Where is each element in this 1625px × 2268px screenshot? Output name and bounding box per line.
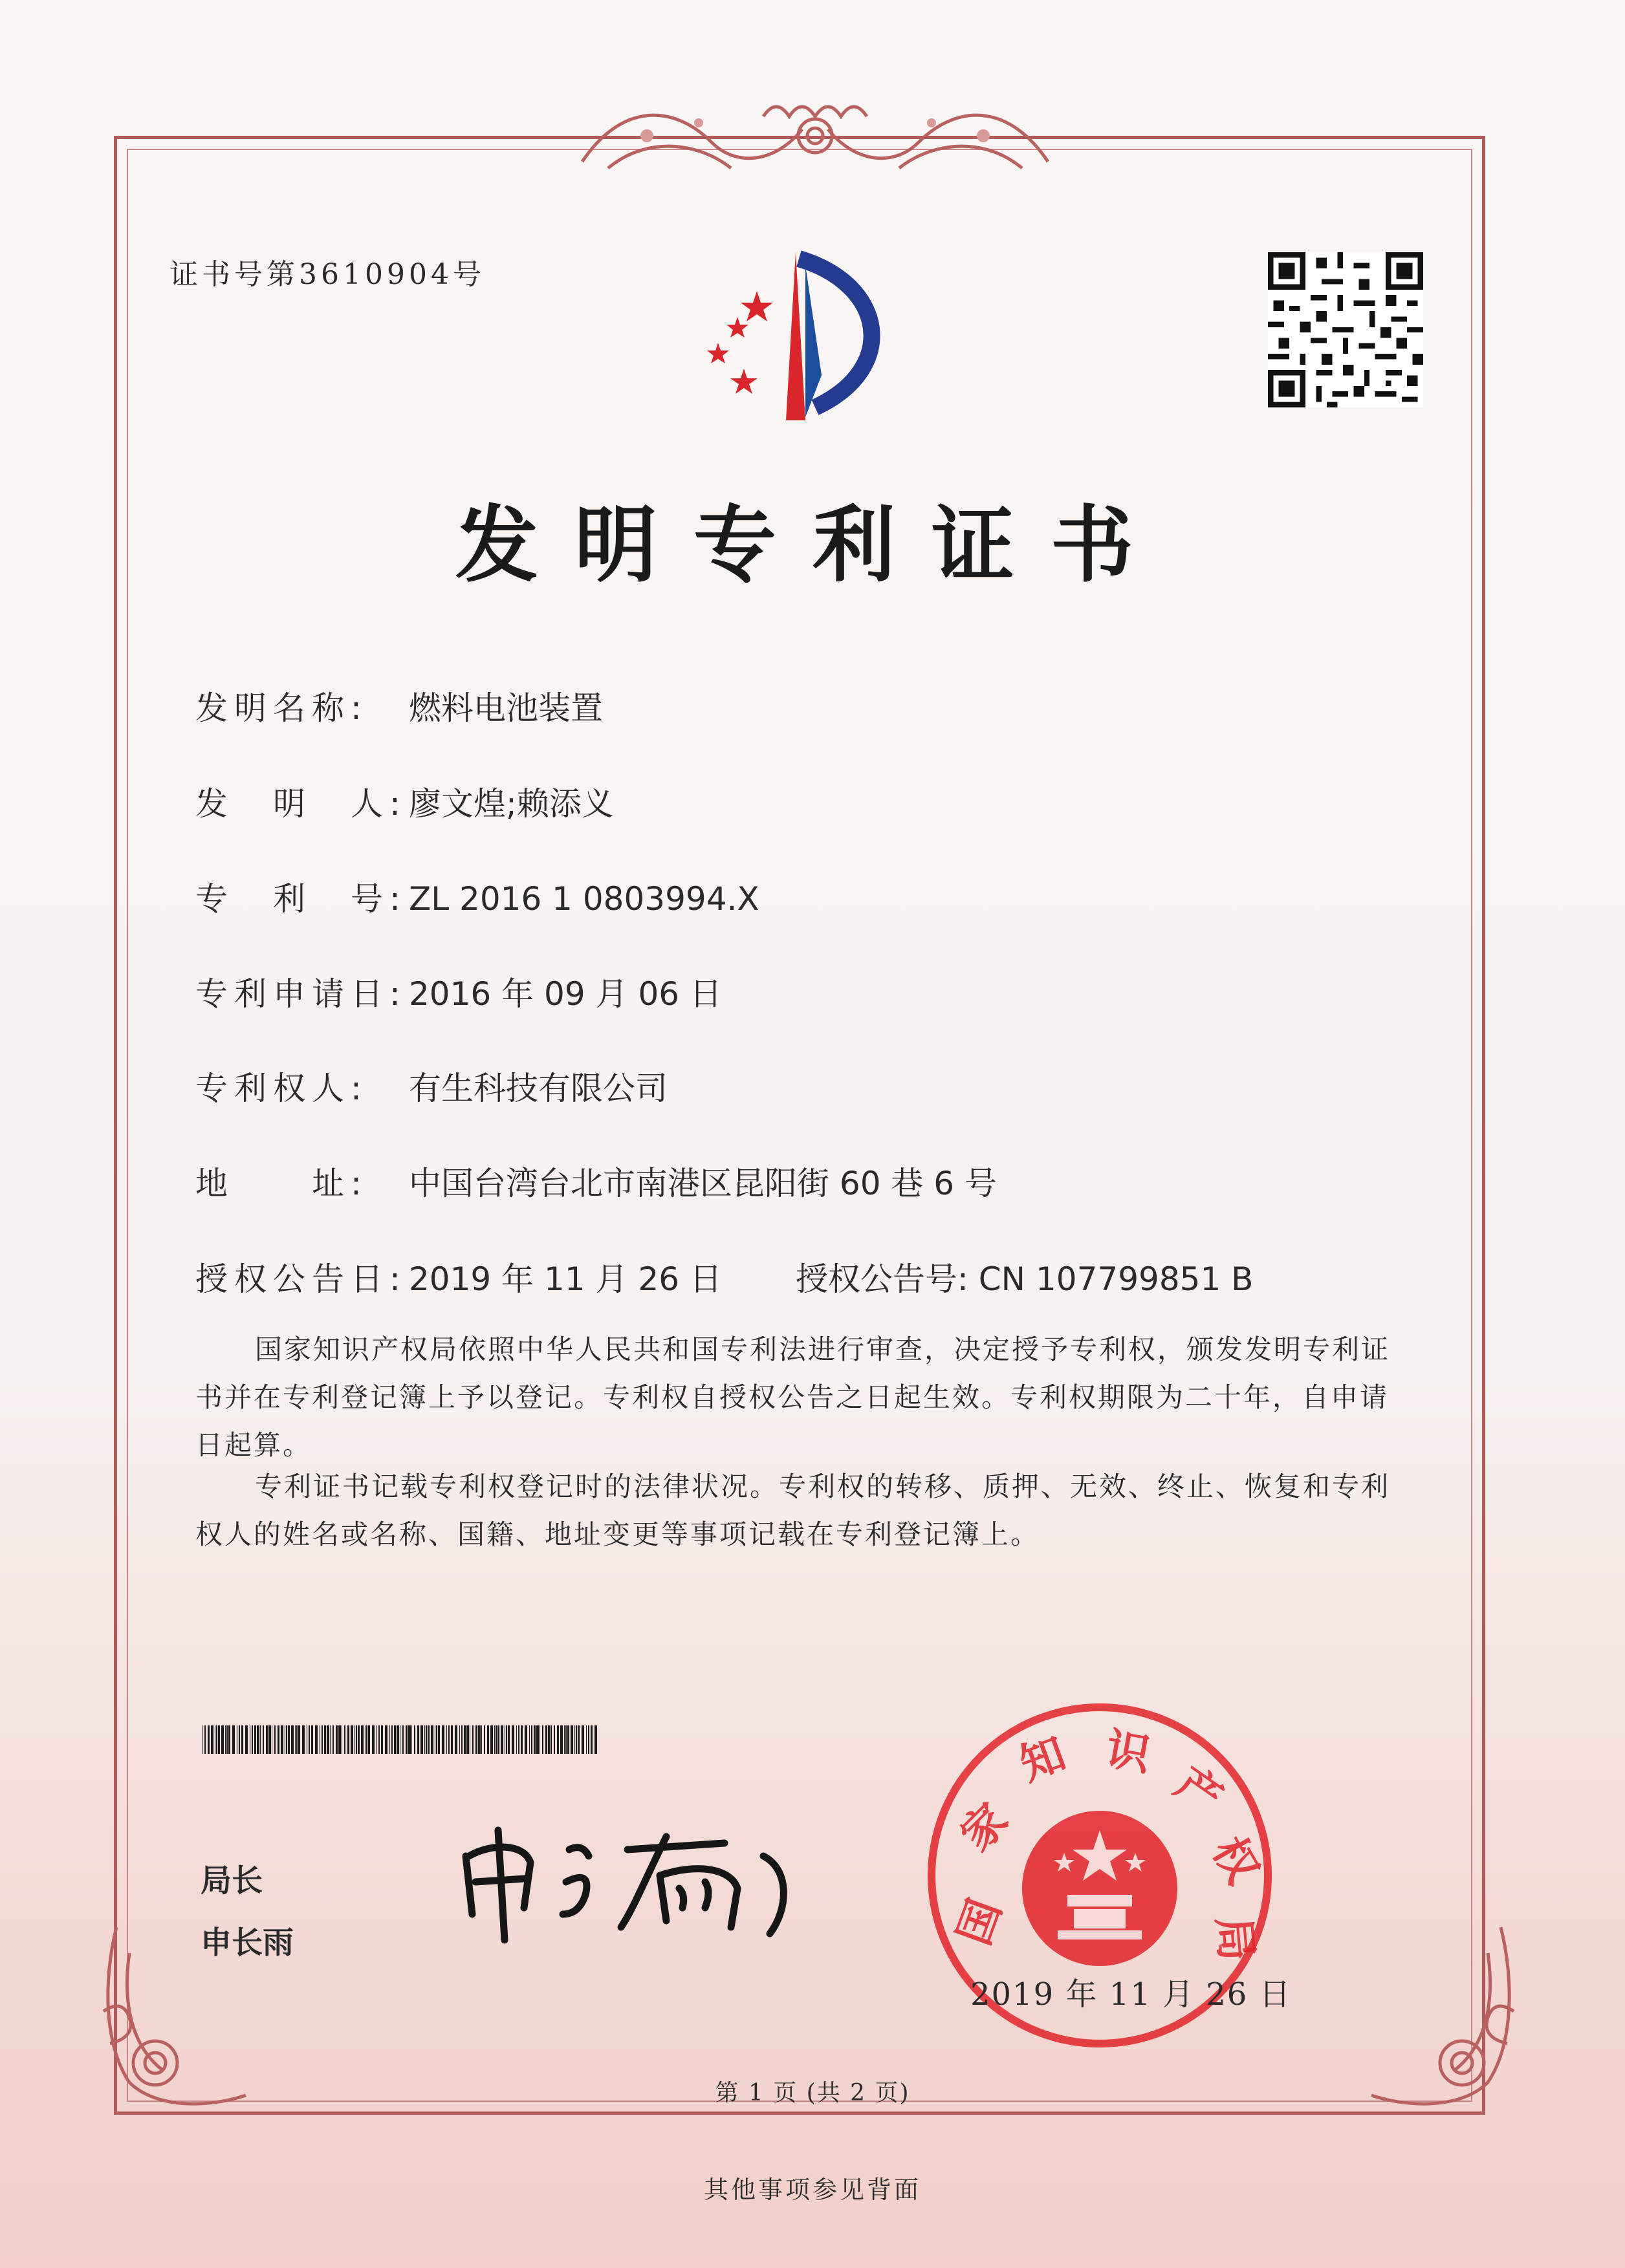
- barcode-bar: [239, 1725, 240, 1754]
- barcode-bar: [414, 1725, 415, 1754]
- barcode-bar: [436, 1725, 437, 1754]
- barcode-bar: [257, 1725, 259, 1754]
- barcode-bar: [260, 1725, 261, 1754]
- barcode-bar: [518, 1725, 519, 1754]
- barcode-bar: [281, 1725, 283, 1754]
- barcode-bar: [521, 1725, 523, 1754]
- barcode-bar: [487, 1725, 489, 1754]
- barcode-bar: [391, 1725, 393, 1754]
- barcode-bar: [372, 1725, 375, 1754]
- document-title: 发明专利证书: [455, 497, 1170, 594]
- barcode-bar: [254, 1725, 256, 1754]
- barcode-bar: [221, 1725, 224, 1754]
- barcode-bar: [344, 1725, 345, 1754]
- barcode-bar: [376, 1725, 377, 1754]
- barcode-bar: [481, 1725, 482, 1754]
- barcode-bar: [455, 1725, 457, 1754]
- barcode-bar: [291, 1725, 294, 1754]
- page-number: 第 1 页 (共 2 页): [715, 2080, 910, 2106]
- barcode-bar: [591, 1725, 593, 1754]
- barcode-bar: [211, 1725, 213, 1754]
- svg-text:国: 国: [948, 1892, 1012, 1952]
- application-date-row: [195, 968, 722, 1015]
- barcode-bar: [263, 1725, 264, 1754]
- barcode-bar: [475, 1725, 477, 1754]
- statement-paragraph-1: 国家知识产权局依照中华人民共和国专利法进行审查，决定授予专利权，颁发发明专利证书并在专利登记簿上予以登记。专利权自授权公告之日起生效。专利权期限为二十年，自申请日起算。: [195, 1334, 1391, 1461]
- barcode-bar: [298, 1725, 300, 1754]
- barcode-bar: [216, 1725, 217, 1754]
- barcode-bar: [411, 1725, 412, 1754]
- application-date-label: 专利申请日:: [195, 975, 407, 1013]
- grant-date-row: [195, 1253, 722, 1300]
- barcode-bar: [232, 1725, 235, 1754]
- barcode-bar: [389, 1725, 390, 1754]
- barcode-bar: [417, 1725, 419, 1754]
- patent-number-label: 专 利 号:: [195, 880, 407, 918]
- barcode-bar: [311, 1725, 313, 1754]
- announcement-number-row: [796, 1253, 1253, 1300]
- barcode-bar: [333, 1725, 334, 1754]
- barcode-bar: [406, 1725, 408, 1754]
- statement-paragraph-2: 专利证书记载专利权登记时的法律状况。专利权的转移、质押、无效、终止、恢复和专利权人的姓名或名称、国籍、地址变更等事项记载在专利登记簿上。: [195, 1471, 1391, 1550]
- barcode-bar: [408, 1725, 411, 1754]
- barcode-bar: [582, 1725, 584, 1754]
- director-title: 局长: [201, 1863, 263, 1899]
- barcode-bar: [245, 1725, 248, 1754]
- patentee-value: 有生科技有限公司: [409, 1070, 668, 1107]
- barcode-bar: [529, 1725, 530, 1754]
- announcement-number-value: CN 107799851 B: [978, 1260, 1254, 1298]
- barcode-bar: [508, 1725, 510, 1754]
- barcode-bar: [494, 1725, 495, 1754]
- barcode-bar: [551, 1725, 552, 1754]
- barcode-bar: [420, 1725, 423, 1754]
- barcode-bar: [218, 1725, 220, 1754]
- director-name: 申长雨: [201, 1925, 294, 1961]
- barcode-bar: [428, 1725, 430, 1754]
- barcode-bar: [324, 1725, 326, 1754]
- barcode-bar: [241, 1725, 243, 1754]
- barcode-bar: [542, 1725, 543, 1754]
- barcode-bar: [266, 1725, 268, 1754]
- barcode-bar: [424, 1725, 425, 1754]
- barcode-bar: [295, 1725, 296, 1754]
- barcode-bar: [385, 1725, 387, 1754]
- grant-date-value: 2019 年 11 月 26 日: [409, 1260, 722, 1298]
- barcode-bar: [268, 1725, 271, 1754]
- director-signature: [453, 1817, 802, 1947]
- barcode-bar: [557, 1725, 559, 1754]
- barcode-bar: [438, 1725, 440, 1754]
- barcode-bar: [588, 1725, 589, 1754]
- inventor-label: 发 明 人:: [195, 785, 407, 823]
- barcode-bar: [402, 1725, 404, 1754]
- barcode-bar: [394, 1725, 396, 1754]
- barcode-bar: [531, 1725, 532, 1754]
- barcode-bar: [536, 1725, 539, 1754]
- address-row: [195, 1158, 997, 1204]
- barcode-bar: [576, 1725, 577, 1754]
- barcode-bar: [286, 1725, 287, 1754]
- barcode-bar: [228, 1725, 230, 1754]
- barcode-bar: [336, 1725, 338, 1754]
- barcode-bar: [442, 1725, 444, 1754]
- barcode-bar: [356, 1725, 357, 1754]
- barcode-bar: [309, 1725, 310, 1754]
- application-date-value: 2016 年 09 月 06 日: [409, 975, 722, 1013]
- barcode-bar: [501, 1725, 503, 1754]
- barcode-bar: [571, 1725, 573, 1754]
- barcode-bar: [516, 1725, 517, 1754]
- svg-text:产: 产: [1166, 1757, 1232, 1825]
- barcode-bar: [208, 1725, 210, 1754]
- barcode-bar: [451, 1725, 453, 1754]
- barcode-bar: [594, 1725, 597, 1754]
- barcode-bar: [378, 1725, 380, 1754]
- barcode-bar: [327, 1725, 329, 1754]
- barcode-bar: [564, 1725, 565, 1754]
- svg-text:识: 识: [1102, 1723, 1155, 1782]
- barcode-bar: [560, 1725, 563, 1754]
- barcode-bar: [204, 1725, 206, 1754]
- invention-name-label: 发明名称:: [195, 689, 368, 727]
- barcode-bar: [361, 1725, 364, 1754]
- barcode-bar: [288, 1725, 290, 1754]
- top-ornament: [569, 91, 1061, 181]
- barcode-bar: [330, 1725, 331, 1754]
- barcode-bar: [448, 1725, 450, 1754]
- barcode-bar: [278, 1725, 279, 1754]
- barcode-bar: [446, 1725, 447, 1754]
- barcode-bar: [496, 1725, 497, 1754]
- barcode-bar: [459, 1725, 460, 1754]
- barcode-bar: [354, 1725, 355, 1754]
- barcode-bar: [484, 1725, 485, 1754]
- barcode-bar: [472, 1725, 474, 1754]
- barcode-bar: [366, 1725, 367, 1754]
- barcode-bar: [338, 1725, 341, 1754]
- barcode-bar: [461, 1725, 463, 1754]
- barcode-bar: [586, 1725, 587, 1754]
- barcode-bar: [274, 1725, 276, 1754]
- barcode-bar: [358, 1725, 360, 1754]
- barcode-bar: [512, 1725, 514, 1754]
- barcode: [202, 1725, 603, 1754]
- patent-number-value: ZL 2016 1 0803994.X: [409, 880, 759, 918]
- barcode-bar: [548, 1725, 551, 1754]
- invention-name-row: [195, 682, 603, 729]
- barcode-bar: [315, 1725, 318, 1754]
- barcode-bar: [322, 1725, 323, 1754]
- inventor-row: [195, 778, 614, 825]
- barcode-bar: [490, 1725, 493, 1754]
- barcode-bar: [226, 1725, 228, 1754]
- barcode-bar: [574, 1725, 575, 1754]
- barcode-bar: [464, 1725, 466, 1754]
- barcode-bar: [302, 1725, 305, 1754]
- barcode-bar: [252, 1725, 253, 1754]
- address-label: 地 址:: [195, 1165, 368, 1202]
- invention-name-value: 燃料电池装置: [409, 689, 603, 727]
- barcode-bar: [347, 1725, 349, 1754]
- barcode-bar: [225, 1725, 226, 1754]
- barcode-bar: [466, 1725, 469, 1754]
- barcode-bar: [368, 1725, 370, 1754]
- patentee-label: 专利权人:: [195, 1070, 368, 1107]
- patentee-row: [195, 1063, 668, 1109]
- barcode-bar: [381, 1725, 383, 1754]
- barcode-bar: [426, 1725, 427, 1754]
- barcode-bar: [296, 1725, 298, 1754]
- barcode-bar: [545, 1725, 547, 1754]
- barcode-bar: [351, 1725, 353, 1754]
- barcode-bar: [478, 1725, 481, 1754]
- barcode-bar: [397, 1725, 399, 1754]
- barcode-bar: [567, 1725, 569, 1754]
- patent-number-row: [195, 873, 759, 920]
- barcode-bar: [506, 1725, 507, 1754]
- svg-text:局: 局: [1207, 1914, 1262, 1963]
- barcode-bar: [565, 1725, 567, 1754]
- barcode-bar: [525, 1725, 527, 1754]
- address-value: 中国台湾台北市南港区昆阳街 60 巷 6 号: [409, 1165, 998, 1202]
- certificate-number: 证书号第3610904号: [169, 258, 485, 291]
- barcode-bar: [554, 1725, 555, 1754]
- barcode-bar: [431, 1725, 433, 1754]
- patent-office-logo: [673, 246, 919, 433]
- inventor-value: 廖文煌;赖添义: [409, 785, 614, 823]
- svg-text:知: 知: [1013, 1728, 1073, 1791]
- qr-code: [1268, 252, 1423, 407]
- seal-date: 2019 年 11 月 26 日: [970, 1976, 1292, 2013]
- director-block: [201, 1850, 294, 1974]
- svg-text:家: 家: [951, 1794, 1019, 1862]
- footer-note: 其他事项参见背面: [703, 2176, 921, 2204]
- barcode-bar: [534, 1725, 536, 1754]
- announcement-number-label: 授权公告号:: [796, 1260, 968, 1298]
- svg-text:权: 权: [1202, 1828, 1269, 1892]
- barcode-bar: [497, 1725, 499, 1754]
- barcode-bar: [578, 1725, 580, 1754]
- grant-date-label: 授权公告日:: [195, 1260, 407, 1298]
